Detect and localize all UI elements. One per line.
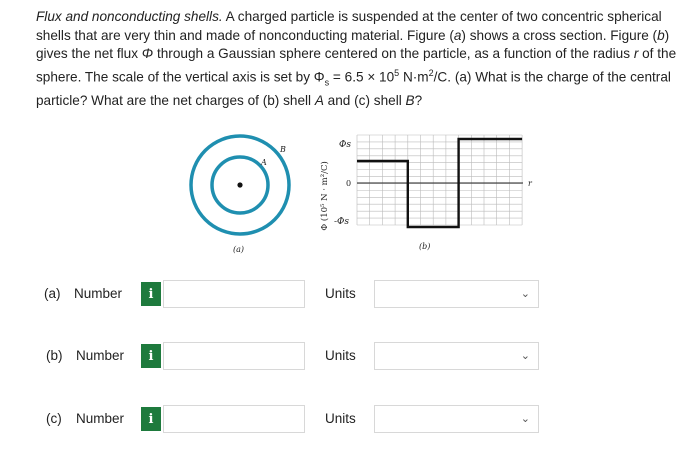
- r-axis-label: r: [528, 179, 532, 188]
- problem-text: /C.: [433, 69, 455, 85]
- part-b-ref: (b): [262, 92, 280, 108]
- problem-text: through a Gaussian sphere centered on the particle, as a function of the radius: [153, 46, 634, 62]
- part-c-ref: (c): [354, 92, 370, 108]
- units-label: Units: [325, 348, 356, 363]
- units-dropdown[interactable]: [374, 342, 539, 370]
- info-button[interactable]: i: [141, 282, 161, 306]
- number-input[interactable]: [163, 405, 305, 433]
- info-button[interactable]: i: [141, 407, 161, 431]
- figure-b-flux-plot: [313, 122, 553, 257]
- answer-row-b: [0, 340, 700, 374]
- plot-grid: [357, 135, 522, 225]
- number-label: Number: [76, 411, 125, 426]
- problem-text: shell: [370, 92, 406, 108]
- problem-statement: [36, 8, 686, 110]
- label-a: A: [261, 158, 267, 167]
- units-label: Units: [325, 411, 356, 426]
- problem-text: of the sphere. The scale of the vertical axis is set by Φ: [36, 46, 677, 85]
- caption-a: (a): [233, 245, 245, 254]
- units-dropdown[interactable]: [374, 405, 539, 433]
- problem-text: What is the charge of the central particle? What are the net charges of: [36, 69, 671, 108]
- problem-text: ) gives the net flux: [36, 27, 670, 62]
- label-b: B: [280, 145, 286, 154]
- problem-text: shell: [279, 92, 315, 108]
- subscript: s: [324, 77, 330, 88]
- problem-text: ) shows a cross section. Figure (: [461, 27, 658, 43]
- number-label: Number: [76, 348, 125, 363]
- part-label: (a): [44, 286, 61, 301]
- shell-b-ref: B: [405, 92, 415, 108]
- chevron-down-icon: ⌄: [520, 288, 530, 300]
- r-symbol: r: [633, 46, 639, 62]
- part-label: (b): [46, 348, 63, 363]
- part-label: (c): [46, 411, 62, 426]
- shell-a-ref: A: [314, 92, 324, 108]
- info-button[interactable]: i: [141, 344, 161, 368]
- problem-text: A charged particle is suspended at the center of two concentric spherical shells that are very thin and made of nonconducting material. Figure (: [36, 9, 662, 43]
- superscript: 2: [428, 67, 434, 78]
- problem-text: and: [323, 92, 355, 108]
- part-a-ref: (a): [454, 69, 472, 85]
- number-input[interactable]: [163, 342, 305, 370]
- problem-text: ?: [414, 92, 423, 108]
- superscript: 5: [394, 67, 400, 78]
- fig-a-ref: a: [453, 27, 462, 43]
- number-label: Number: [74, 286, 123, 301]
- problem-text: N·m: [399, 69, 429, 85]
- caption-b: (b): [419, 242, 431, 251]
- units-dropdown[interactable]: [374, 280, 539, 308]
- chevron-down-icon: ⌄: [520, 350, 530, 362]
- central-particle: [237, 182, 242, 187]
- problem-title: Flux and nonconducting shells.: [36, 9, 223, 24]
- chevron-down-icon: ⌄: [520, 413, 530, 425]
- number-input[interactable]: [163, 280, 305, 308]
- tick-neg-phi-s: -Φs: [334, 217, 350, 227]
- tick-phi-s: Φs: [339, 140, 351, 150]
- answer-row-c: [0, 403, 700, 437]
- problem-text: = 6.5 × 10: [329, 69, 395, 85]
- units-label: Units: [325, 286, 356, 301]
- phi-symbol: Φ: [141, 46, 154, 62]
- fig-b-ref: b: [657, 27, 665, 43]
- y-axis-label: Φ (10⁵ N · m²/C): [320, 161, 330, 231]
- tick-zero: 0: [346, 179, 352, 188]
- answer-row-a: [0, 278, 700, 312]
- figure-a-shells: [175, 125, 305, 255]
